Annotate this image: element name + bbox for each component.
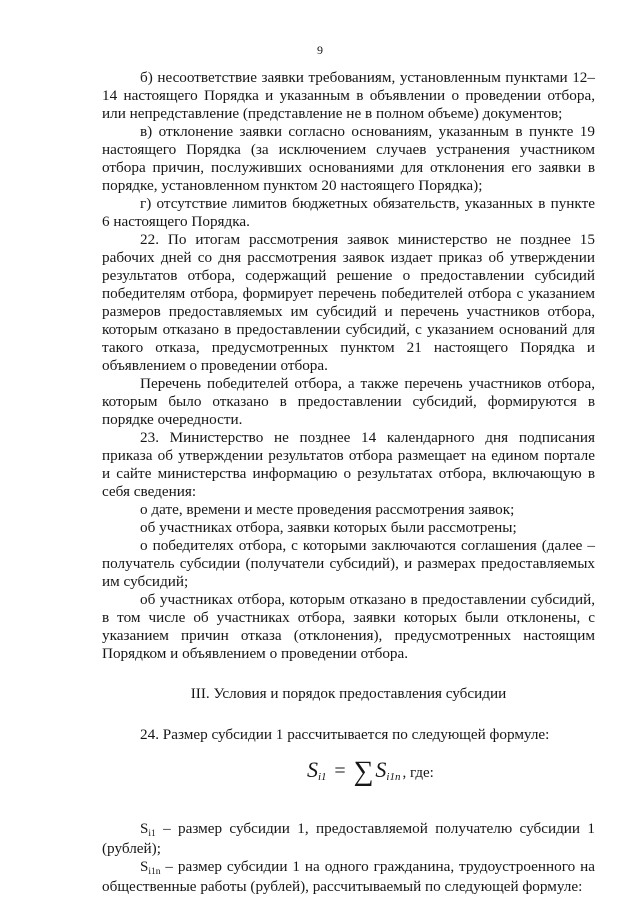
item-winners: о победителях отбора, с которыми заключаются соглашения (далее – получатель субсидии (получатели субсидий), и размерах предоставляемых им субсидий; xyxy=(102,537,595,590)
subsidy-formula xyxy=(102,756,595,800)
definition-text: – размер субсидии 1 на одного гражданина, трудоустроенного на общественные работы (рублей), рассчитываемый по следующей формуле: xyxy=(102,858,595,895)
paragraph-v: в) отклонение заявки согласно основаниям, указанным в пункте 19 настоящего Порядка (за исключением случаев устранения участником отбора причин, послуживших основаниями для отклонения его заявки в порядке, установленном пунктом 20 настоящего Порядка); xyxy=(102,123,595,194)
formula-where: , где: xyxy=(402,765,434,781)
definition-text: – размер субсидии 1, предоставляемой получателю субсидии 1 (рублей); xyxy=(102,820,595,857)
formula-equals: = xyxy=(334,760,346,782)
definition-subscript: i1 xyxy=(148,829,156,839)
item-participants-rejected: об участниках отбора, которым отказано в предоставлении субсидий, в том числе об участниках отбора, заявки которых были отклонены, с указанием причин отказа (отклонения), предусмотренных настоящим Порядком и объявлением о проведении отбора. xyxy=(102,591,595,662)
paragraph-winners-list: Перечень победителей отбора, а также перечень участников отбора, которым было отказано в предоставлении субсидий, формируются в порядке очередности. xyxy=(102,375,595,428)
definition-si1 xyxy=(102,820,595,858)
paragraph-22: 22. По итогам рассмотрения заявок министерство не позднее 15 рабочих дней со дня рассмотрения заявок издает приказ об утверждении результатов отбора, содержащий решение о предоставлении субсидий победителям отбора, формирует перечень победителей отбора с указанием размеров предоставляемых им субсидий и перечень участников отбора, которым отказано в предоставлении субсидий, с указанием оснований для такого отказа, предусмотренных пунктом 21 настоящего Порядка и объявлением о проведении отбора. xyxy=(102,231,595,374)
definition-symbol: S xyxy=(140,821,149,837)
section-heading: III. Условия и порядок предоставления субсидии xyxy=(190,685,507,702)
item-date-time-place: о дате, времени и месте проведения рассмотрения заявок; xyxy=(140,501,515,518)
definition-subscript: i1n xyxy=(148,867,161,877)
definition-symbol: S xyxy=(140,859,149,875)
paragraph-g: г) отсутствие лимитов бюджетных обязательств, указанных в пункте 6 настоящего Порядка. xyxy=(102,195,595,230)
item-participants-reviewed: об участниках отбора, заявки которых были рассмотрены; xyxy=(140,519,517,536)
definition-si1n xyxy=(102,858,595,896)
paragraph-b: б) несоответствие заявки требованиям, установленным пунктами 12–14 настоящего Порядка и указанным в объявлении о проведении отбора, или непредставление (представление не в полном объеме) документов; xyxy=(102,69,595,122)
formula-definitions xyxy=(102,820,595,896)
formula-rhs-symbol: S xyxy=(375,757,387,782)
formula-lhs-subscript: i1 xyxy=(318,771,327,783)
formula-rhs-subscript: i1n xyxy=(386,771,401,783)
paragraph-23: 23. Министерство не позднее 14 календарного дня подписания приказа об утверждении результатов отбора размещает на едином портале и сайте министерства информацию о результатах отбора, включающую в себя сведения: xyxy=(102,429,595,500)
document-body xyxy=(102,69,595,896)
formula-lhs-symbol: S xyxy=(307,757,318,782)
sum-icon: ∑ xyxy=(353,756,374,787)
paragraph-24: 24. Размер субсидии 1 рассчитывается по следующей формуле: xyxy=(140,726,550,743)
page-number: 9 xyxy=(317,43,323,57)
